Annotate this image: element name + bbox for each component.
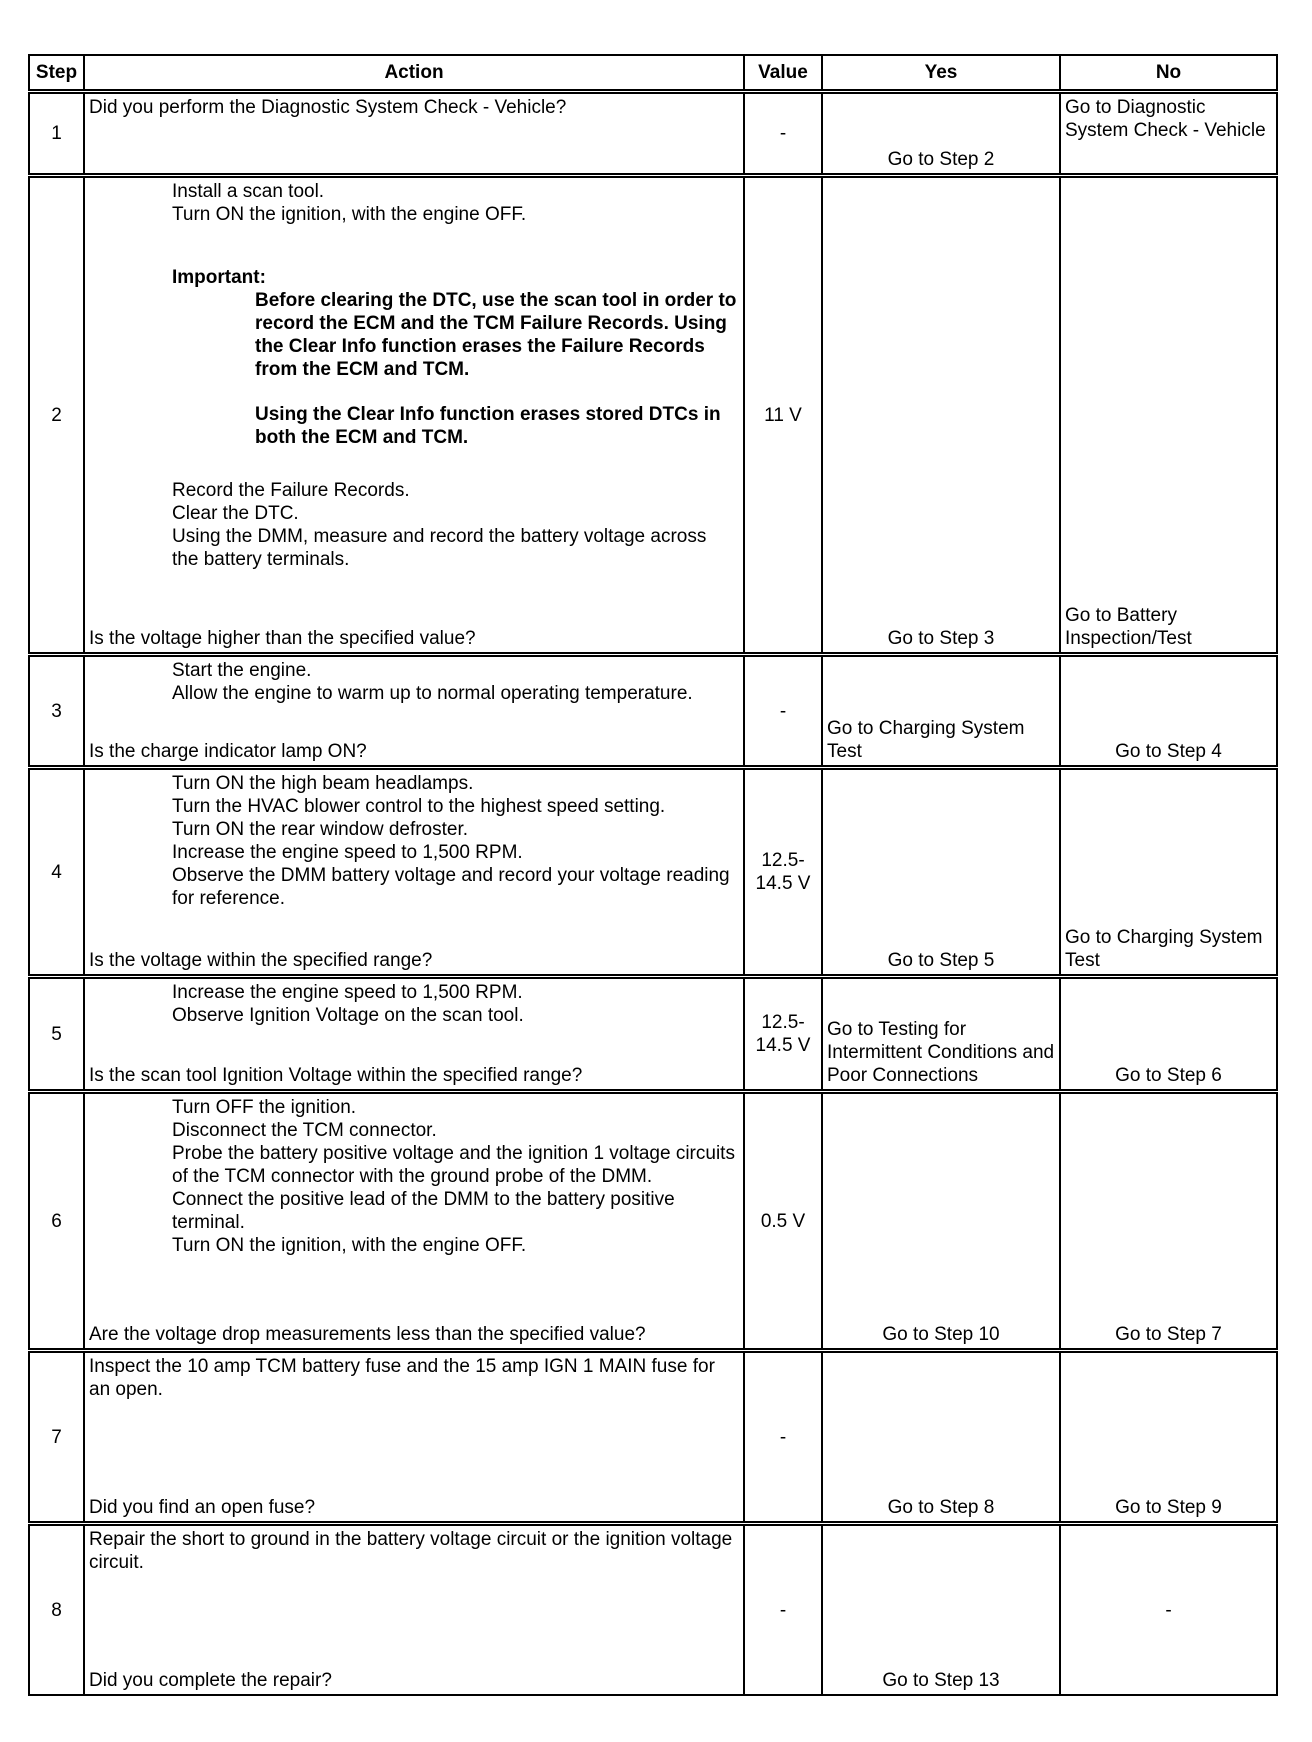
sub-step: Increase the engine speed to 1,500 RPM. [172, 842, 523, 863]
value-cell: - [744, 1351, 822, 1524]
table-row [29, 176, 1277, 655]
action-instruction: Did you perform the Diagnostic System Check - Vehicle? [89, 97, 567, 118]
no-cell [1060, 176, 1277, 655]
no-cell [1060, 1351, 1277, 1524]
sub-step: Increase the engine speed to 1,500 RPM. [172, 982, 523, 1003]
sub-step: Observe Ignition Voltage on the scan tool. [172, 1005, 524, 1026]
action-instruction: Inspect the 10 amp TCM battery fuse and the 15 amp IGN 1 MAIN fuse for an open. [89, 1356, 715, 1400]
table-row [29, 977, 1277, 1092]
yes-action: Go to Step 13 [882, 1670, 1000, 1691]
sub-step: Turn OFF the ignition. [172, 1097, 357, 1118]
header-yes: Yes [822, 55, 1060, 92]
action-cell [84, 768, 744, 977]
step-number: 1 [29, 92, 84, 176]
action-cell [84, 92, 744, 176]
sub-step: Turn ON the high beam headlamps. [172, 773, 474, 794]
table-row [29, 655, 1277, 768]
header-value: Value [744, 55, 822, 92]
yes-cell [822, 92, 1060, 176]
important-title: Important: [172, 267, 266, 288]
step-number: 8 [29, 1524, 84, 1696]
no-action: Go to Step 6 [1115, 1065, 1222, 1086]
sub-step: Turn ON the ignition, with the engine OFF. [172, 204, 527, 225]
action-cell [84, 977, 744, 1092]
no-action: - [1165, 1599, 1172, 1621]
table-row [29, 1351, 1277, 1524]
no-action: Go to Step 4 [1115, 741, 1222, 762]
action-cell [84, 176, 744, 655]
no-cell [1060, 1524, 1277, 1696]
yes-cell [822, 176, 1060, 655]
yes-action: Go to Step 3 [887, 628, 995, 649]
yes-action: Go to Step 2 [887, 149, 995, 170]
value-cell: 12.5-14.5 V [744, 977, 822, 1092]
sub-step: Turn ON the ignition, with the engine OFF. [172, 1235, 527, 1256]
diagnostic-table [28, 54, 1278, 1696]
yes-cell [822, 1524, 1060, 1696]
sub-step: Start the engine. [172, 660, 312, 681]
value-cell: 11 V [744, 176, 822, 655]
step-question: Is the voltage higher than the specified value? [89, 628, 476, 649]
action-cell [84, 1351, 744, 1524]
value-cell: - [744, 1524, 822, 1696]
yes-cell [822, 1092, 1060, 1351]
no-cell [1060, 768, 1277, 977]
step-question: Is the charge indicator lamp ON? [89, 741, 367, 762]
action-cell [84, 655, 744, 768]
sub-step: Allow the engine to warm up to normal operating temperature. [172, 683, 693, 704]
step-question: Is the voltage within the specified range? [89, 950, 433, 971]
yes-cell [822, 977, 1060, 1092]
step-number: 2 [29, 176, 84, 655]
no-cell [1060, 92, 1277, 176]
yes-cell [822, 655, 1060, 768]
sub-step: Connect the positive lead of the DMM to the battery positive terminal. [172, 1189, 675, 1233]
action-instruction: Repair the short to ground in the battery voltage circuit or the ignition voltage circuit. [89, 1529, 733, 1573]
yes-cell [822, 768, 1060, 977]
sub-step: Disconnect the TCM connector. [172, 1120, 437, 1141]
action-cell [84, 1092, 744, 1351]
sub-step: Probe the battery positive voltage and the ignition 1 voltage circuits of the TCM connector with the ground probe of the DMM. [172, 1143, 735, 1187]
no-cell [1060, 1092, 1277, 1351]
step-question: Is the scan tool Ignition Voltage within the specified range? [89, 1065, 583, 1086]
value-cell: - [744, 92, 822, 176]
sub-step: Observe the DMM battery voltage and record your voltage reading for reference. [172, 865, 730, 909]
no-action: Go to Charging System Test [1065, 927, 1263, 971]
step-number: 3 [29, 655, 84, 768]
yes-action: Go to Charging System Test [827, 718, 1025, 762]
step-number: 7 [29, 1351, 84, 1524]
no-action: Go to Step 9 [1115, 1497, 1222, 1518]
sub-step: Turn the HVAC blower control to the highest speed setting. [172, 796, 666, 817]
table-row [29, 92, 1277, 176]
table-row [29, 1092, 1277, 1351]
no-cell [1060, 977, 1277, 1092]
header-no: No [1060, 55, 1277, 92]
header-row [29, 55, 1277, 92]
no-action: Go to Battery Inspection/Test [1065, 605, 1192, 649]
table-row [29, 768, 1277, 977]
table-row [29, 1524, 1277, 1696]
action-cell [84, 1524, 744, 1696]
step-question: Did you find an open fuse? [89, 1497, 316, 1518]
no-cell [1060, 655, 1277, 768]
sub-step: Using the DMM, measure and record the battery voltage across the battery terminals. [172, 526, 707, 570]
sub-step: Record the Failure Records. [172, 480, 410, 501]
yes-action: Go to Testing for Intermittent Conditions and Poor Connections [827, 1019, 1055, 1086]
important-note: Before clearing the DTC, use the scan tool in order to record the ECM and the TCM Failure Records. Using the Clear Info function erases the Failure Records from the ECM and TCM. [255, 290, 737, 380]
step-question: Are the voltage drop measurements less than the specified value? [89, 1324, 646, 1345]
step-number: 4 [29, 768, 84, 977]
header-action: Action [84, 55, 744, 92]
sub-step: Install a scan tool. [172, 181, 325, 202]
yes-cell [822, 1351, 1060, 1524]
value-cell: 12.5-14.5 V [744, 768, 822, 977]
step-number: 5 [29, 977, 84, 1092]
no-action: Go to Step 7 [1115, 1324, 1222, 1345]
yes-action: Go to Step 10 [882, 1324, 1000, 1345]
no-action: Go to Diagnostic System Check - Vehicle [1065, 97, 1266, 141]
value-cell: - [744, 655, 822, 768]
sub-step: Clear the DTC. [172, 503, 299, 524]
step-question: Did you complete the repair? [89, 1670, 332, 1691]
yes-action: Go to Step 5 [887, 950, 995, 971]
sub-step: Turn ON the rear window defroster. [172, 819, 469, 840]
step-number: 6 [29, 1092, 84, 1351]
yes-action: Go to Step 8 [887, 1497, 995, 1518]
value-cell: 0.5 V [744, 1092, 822, 1351]
important-note: Using the Clear Info function erases stored DTCs in both the ECM and TCM. [255, 404, 721, 448]
header-step: Step [29, 55, 84, 92]
